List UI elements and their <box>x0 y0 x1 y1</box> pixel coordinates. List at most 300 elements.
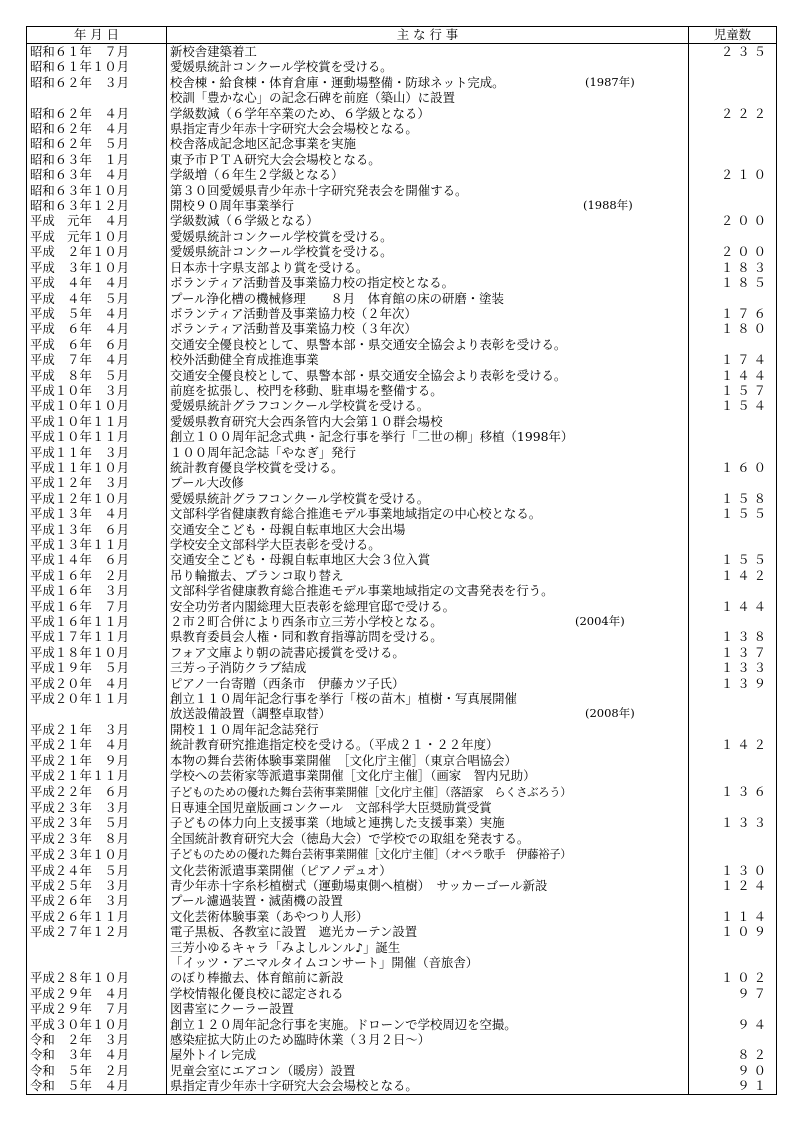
row-event: 愛媛県統計コンクール学校賞を受ける。 <box>170 244 393 260</box>
row-event: 図書室にクーラー設置 <box>170 1001 294 1017</box>
table-row <box>27 491 777 506</box>
table-row <box>27 831 777 846</box>
row-event-cell <box>167 244 689 259</box>
row-date: 令和 ３年 ４月 <box>27 1047 167 1062</box>
row-event-cell <box>167 321 689 336</box>
table-row <box>27 475 777 490</box>
row-date: 平成２４年 ５月 <box>27 863 167 878</box>
row-date: 昭和６２年 ５月 <box>27 136 167 151</box>
row-student-count: １５５ <box>689 552 777 567</box>
row-event-cell <box>167 629 689 644</box>
row-event-cell <box>167 59 689 74</box>
table-row <box>27 722 777 737</box>
row-event: ボランティア活動普及事業協力校（３年次） <box>170 321 417 337</box>
row-event: 交通安全こども・母親自転車地区大会出場 <box>170 521 406 537</box>
row-date: 昭和６２年 ３月 <box>27 75 167 90</box>
row-date: 昭和６１年 ７月 <box>27 44 167 60</box>
table-row <box>27 260 777 275</box>
row-student-count <box>689 414 777 429</box>
row-event: 県指定青少年赤十字研究大会会場校となる。 <box>170 121 418 137</box>
row-date: 昭和６２年 ４月 <box>27 106 167 121</box>
row-student-count <box>689 1032 777 1047</box>
event-column-header: 主 な 行 事 <box>167 27 689 44</box>
row-student-count: ２３５ <box>689 44 777 60</box>
table-row <box>27 244 777 259</box>
row-event-cell <box>167 1047 689 1062</box>
row-date <box>27 940 167 955</box>
row-date: 平成１３年 ６月 <box>27 522 167 537</box>
row-event-cell <box>167 1001 689 1016</box>
row-event-cell <box>167 368 689 383</box>
row-student-count <box>689 800 777 815</box>
row-date: 平成２３年１０月 <box>27 846 167 862</box>
row-event-cell <box>167 1063 689 1078</box>
table-row <box>27 568 777 583</box>
row-date: 平成 ４年 ５月 <box>27 291 167 306</box>
table-header <box>27 27 777 44</box>
row-event: 校舎落成記念地区記念事業を実施 <box>170 136 356 152</box>
table-row <box>27 398 777 413</box>
row-event-cell <box>167 863 689 878</box>
row-student-count: １５４ <box>689 398 777 413</box>
row-event-cell <box>167 1017 689 1032</box>
row-date <box>27 706 167 721</box>
table-row <box>27 213 777 228</box>
table-row <box>27 768 777 783</box>
row-event-cell <box>167 429 689 444</box>
table-row <box>27 1017 777 1032</box>
row-event: 学級増（６年生２学級となる） <box>170 167 344 183</box>
row-event-cell <box>167 568 689 583</box>
row-student-count <box>689 537 777 552</box>
row-date: 平成１３年 ４月 <box>27 506 167 521</box>
table-row <box>27 737 777 752</box>
row-event: 全国統計教育研究大会（徳島大会）で学校での取組を発表する。 <box>170 830 530 846</box>
row-event-cell <box>167 645 689 660</box>
row-date: 平成１２年１０月 <box>27 491 167 506</box>
date-column-header: 年 月 日 <box>27 27 167 44</box>
row-student-count: １５５ <box>689 506 777 521</box>
row-student-count: １３８ <box>689 629 777 644</box>
row-year-note: (1987年) <box>585 74 635 89</box>
row-event: 日本赤十字県支部より賞を受ける。 <box>170 259 369 275</box>
table-row <box>27 583 777 598</box>
table-row <box>27 552 777 567</box>
row-student-count: １３６ <box>689 784 777 800</box>
row-event-cell <box>167 522 689 537</box>
row-student-count <box>689 75 777 90</box>
row-event-cell <box>167 737 689 752</box>
table-row <box>27 645 777 660</box>
table-row <box>27 691 777 706</box>
table-row <box>27 152 777 167</box>
row-student-count: １１４ <box>689 909 777 924</box>
row-event: ２市２町合併により西条市立三芳小学校となる。 <box>170 614 443 630</box>
row-event: 愛媛県統計コンクール学校賞を受ける。 <box>170 59 393 75</box>
row-date: 平成１６年 ７月 <box>27 599 167 614</box>
row-event: 創立１２０周年記念行事を実施。ドローンで学校周辺を空撮。 <box>170 1016 517 1032</box>
row-student-count <box>689 893 777 908</box>
row-date: 平成１３年１１月 <box>27 537 167 552</box>
row-student-count <box>689 1001 777 1016</box>
table-row <box>27 229 777 244</box>
table-row <box>27 321 777 336</box>
row-student-count: ９０ <box>689 1063 777 1078</box>
row-student-count: １８３ <box>689 260 777 275</box>
table-row <box>27 75 777 90</box>
table-row <box>27 106 777 121</box>
row-event-cell <box>167 106 689 121</box>
row-student-count: １０９ <box>689 924 777 939</box>
row-date: 平成１１年１０月 <box>27 460 167 475</box>
row-date: 平成 ５年 ４月 <box>27 306 167 321</box>
row-event: 校訓「豊かな心」の記念石碑を前庭（築山）に設置 <box>170 90 455 106</box>
row-student-count: １７６ <box>689 306 777 321</box>
row-event: プール浄化槽の機械修理 ８月 体育館の床の研磨・塗装 <box>170 290 504 306</box>
row-date: 昭和６３年１０月 <box>27 183 167 198</box>
row-date: 平成２３年 ３月 <box>27 800 167 815</box>
row-event-cell <box>167 90 689 105</box>
row-student-count: ２１０ <box>689 167 777 182</box>
row-date: 平成２２年 ６月 <box>27 784 167 800</box>
table-row <box>27 986 777 1001</box>
table-row <box>27 1078 777 1094</box>
row-event-cell <box>167 213 689 228</box>
row-date: 平成２７年１２月 <box>27 924 167 939</box>
row-event: １００周年記念誌「やなぎ」発行 <box>170 444 356 460</box>
table-row <box>27 909 777 924</box>
row-event: 愛媛県統計グラフコンクール学校賞を受ける。 <box>170 490 430 506</box>
row-event: プール濾過装置・滅菌機の設置 <box>170 893 343 909</box>
row-event: 子どもの体力向上支援事業（地域と連携した支援事業）実施 <box>170 815 505 831</box>
table-row <box>27 1063 777 1078</box>
row-date: 平成１６年 ２月 <box>27 568 167 583</box>
row-date: 平成２３年 ８月 <box>27 831 167 846</box>
table-row <box>27 183 777 198</box>
row-event: 安全功労者内閣総理大臣表彰を総理官邸で受ける。 <box>170 598 455 614</box>
history-table-container <box>26 26 777 1095</box>
row-event-cell <box>167 1078 689 1094</box>
row-event-cell <box>167 291 689 306</box>
row-date: 平成 元年１０月 <box>27 229 167 244</box>
row-event: 文化芸術体験事業（あやつり人形） <box>170 908 369 924</box>
row-event: 感染症拡大防止のため臨時休業（３月２日～） <box>170 1032 431 1047</box>
row-event: 青少年赤十字糸杉植樹式（運動場東側へ植樹） サッカーゴール新設 <box>170 877 548 893</box>
row-student-count <box>689 706 777 721</box>
row-student-count <box>689 583 777 598</box>
row-date: 平成１４年 ６月 <box>27 552 167 567</box>
row-event: 学級数減（６学年卒業のため、６学級となる） <box>170 105 430 121</box>
row-date: 平成２１年１１月 <box>27 768 167 783</box>
table-row <box>27 660 777 675</box>
row-student-count: １７４ <box>689 352 777 367</box>
row-student-count: １５８ <box>689 491 777 506</box>
row-event-cell <box>167 136 689 151</box>
row-event-cell <box>167 722 689 737</box>
row-student-count <box>689 198 777 213</box>
table-row <box>27 878 777 893</box>
row-date: 平成１８年１０月 <box>27 645 167 660</box>
row-event: 子どものための優れた舞台芸術事業開催［文化庁主催］（落語家 らくさぶろう） <box>170 785 572 799</box>
row-event: 校舎棟・給食棟・体育倉庫・運動場整備・防球ネット完成。 <box>170 74 505 90</box>
row-event: 交通安全優良校として、県警本部・県交通安全協会より表彰を受ける。 <box>170 367 567 383</box>
row-event-cell <box>167 800 689 815</box>
row-event-cell <box>167 614 689 629</box>
row-event-cell <box>167 44 689 60</box>
row-date: 平成２０年１１月 <box>27 691 167 706</box>
row-date: 平成１７年１１月 <box>27 629 167 644</box>
row-year-note: (1988年) <box>583 198 633 213</box>
row-date: 平成 ７年 ４月 <box>27 352 167 367</box>
row-event-cell <box>167 1032 689 1047</box>
row-student-count: １０２ <box>689 970 777 985</box>
table-row <box>27 614 777 629</box>
table-row <box>27 970 777 985</box>
table-row <box>27 291 777 306</box>
row-date: 平成 ４年 ４月 <box>27 275 167 290</box>
row-event: のぼり棒撤去、体育館前に新設 <box>170 970 344 986</box>
row-date: 平成１２年 ３月 <box>27 475 167 490</box>
row-student-count: １２４ <box>689 878 777 893</box>
row-event: 愛媛県統計コンクール学校賞を受ける。 <box>170 228 393 244</box>
header-row <box>27 27 777 44</box>
row-student-count <box>689 940 777 955</box>
row-event-cell <box>167 676 689 691</box>
row-student-count: １３３ <box>689 660 777 675</box>
table-row <box>27 44 777 60</box>
row-year-note: (2004年) <box>575 614 625 629</box>
row-date: 平成１６年 ３月 <box>27 583 167 598</box>
row-event-cell <box>167 768 689 783</box>
row-date: 平成１９年 ５月 <box>27 660 167 675</box>
row-event: 統計教育研究推進指定校を受ける。（平成２１・２２年度） <box>170 737 499 753</box>
row-student-count: ２２２ <box>689 106 777 121</box>
row-date: 昭和６３年１２月 <box>27 198 167 213</box>
row-event-cell <box>167 506 689 521</box>
row-student-count: ９４ <box>689 1017 777 1032</box>
row-student-count <box>689 522 777 537</box>
row-date: 平成 ６年 ６月 <box>27 337 167 352</box>
row-event-cell <box>167 691 689 706</box>
row-date: 平成２０年 ４月 <box>27 676 167 691</box>
row-event: フォア文庫より朝の読書応援賞を受ける。 <box>170 644 405 660</box>
row-event-cell <box>167 986 689 1001</box>
row-student-count <box>689 846 777 862</box>
row-date: 平成 ８年 ５月 <box>27 368 167 383</box>
row-event: 「イッツ・アニマルタイムコンサート」開催（音旅舎） <box>170 954 479 970</box>
row-student-count <box>689 136 777 151</box>
row-date: 昭和６２年 ４月 <box>27 121 167 136</box>
row-student-count: １８０ <box>689 321 777 336</box>
row-event-cell <box>167 398 689 413</box>
row-event: 創立１１０周年記念行事を挙行「桜の苗木」植樹・写真展開催 <box>170 691 517 707</box>
table-row <box>27 414 777 429</box>
row-date: 平成 ２年１０月 <box>27 244 167 259</box>
row-student-count <box>689 152 777 167</box>
history-table <box>26 26 777 1095</box>
row-event: 交通安全こども・母親自転車地区大会３位入賞 <box>170 552 431 568</box>
row-event-cell <box>167 878 689 893</box>
row-event-cell <box>167 152 689 167</box>
row-event: 文部科学省健康教育総合推進モデル事業地域指定の中心校となる。 <box>170 506 542 522</box>
row-event: 三芳っ子消防クラブ結成 <box>170 660 307 676</box>
row-event: ボランティア活動普及事業協力校（２年次） <box>170 305 417 321</box>
row-date: 平成２９年 ７月 <box>27 1001 167 1016</box>
row-date: 平成 元年 ４月 <box>27 213 167 228</box>
row-student-count: １３０ <box>689 863 777 878</box>
table-row <box>27 445 777 460</box>
table-row <box>27 924 777 939</box>
table-row <box>27 460 777 475</box>
table-row <box>27 815 777 830</box>
row-event: ピアノ一台寄贈（西条市 伊藤カツ子氏） <box>170 675 405 691</box>
row-date: 平成２６年１１月 <box>27 909 167 924</box>
row-student-count <box>689 429 777 444</box>
row-student-count: ８２ <box>689 1047 777 1062</box>
row-event: 東予市ＰＴＡ研究大会会場校となる。 <box>170 151 381 167</box>
row-event-cell <box>167 491 689 506</box>
table-row <box>27 198 777 213</box>
table-row <box>27 1001 777 1016</box>
row-event: 交通安全優良校として、県警本部・県交通安全協会より表彰を受ける。 <box>170 336 567 352</box>
table-row <box>27 121 777 136</box>
row-event: 開校１１０周年記念誌発行 <box>170 721 319 737</box>
row-event: 学校情報化優良校に認定される <box>170 985 344 1001</box>
row-date: 平成３０年１０月 <box>27 1017 167 1032</box>
row-event-cell <box>167 583 689 598</box>
row-event-cell <box>167 445 689 460</box>
row-student-count <box>689 121 777 136</box>
row-date: 平成２１年 ３月 <box>27 722 167 737</box>
row-event: 開校９０周年事業挙行 <box>170 198 294 214</box>
row-student-count: ２００ <box>689 244 777 259</box>
row-date <box>27 955 167 970</box>
row-event: 吊り輪撤去、ブランコ取り替え <box>170 567 344 583</box>
row-event: 学校への芸術家等派遣事業開催［文化庁主催］（画家 智内兄助） <box>170 768 536 784</box>
row-student-count <box>689 90 777 105</box>
row-event-cell <box>167 475 689 490</box>
row-date: 平成１１年 ３月 <box>27 445 167 460</box>
row-event-cell <box>167 460 689 475</box>
table-row <box>27 863 777 878</box>
row-event: 子どものための優れた舞台芸術事業開催［文化庁主催］（オペラ歌手 伊藤裕子） <box>170 848 572 862</box>
row-event: ボランティア活動普及事業協力校の指定校となる。 <box>170 275 454 291</box>
row-student-count <box>689 337 777 352</box>
row-event-cell <box>167 275 689 290</box>
row-student-count <box>689 768 777 783</box>
row-event-cell <box>167 784 689 800</box>
row-date: 平成２６年 ３月 <box>27 893 167 908</box>
row-event-cell <box>167 815 689 830</box>
row-event: 放送設備設置（調整卓取替） <box>170 706 332 722</box>
row-student-count <box>689 445 777 460</box>
row-event-cell <box>167 552 689 567</box>
row-event-cell <box>167 893 689 908</box>
table-row <box>27 846 777 862</box>
row-event-cell <box>167 198 689 213</box>
row-event: 本物の舞台芸術体験事業開催 ［文化庁主催］（東京合唱協会） <box>170 752 517 768</box>
row-event-cell <box>167 660 689 675</box>
table-row <box>27 676 777 691</box>
row-event: 文部科学省健康教育総合推進モデル事業地域指定の文書発表を行う。 <box>170 583 554 599</box>
row-student-count <box>689 722 777 737</box>
row-date: 昭和６１年１０月 <box>27 59 167 74</box>
row-date: 令和 ５年 ２月 <box>27 1063 167 1078</box>
row-date <box>27 90 167 105</box>
row-event: 屋外トイレ完成 <box>170 1047 257 1063</box>
table-row <box>27 522 777 537</box>
row-event: 三芳小ゆるキャラ「みよしルンル♪」誕生 <box>170 939 401 955</box>
row-event: 愛媛県教育研究大会西条管内大会第１０群会場校 <box>170 413 443 429</box>
row-date: 平成２５年 ３月 <box>27 878 167 893</box>
table-row <box>27 955 777 970</box>
row-date: 平成 ３年１０月 <box>27 260 167 275</box>
row-event: プール大改修 <box>170 475 244 491</box>
row-event: 児童会室にエアコン（暖房）設置 <box>170 1062 356 1078</box>
table-row <box>27 429 777 444</box>
row-event: 日専連全国児童版画コンクール 文部科学大臣奨励賞受賞 <box>170 799 492 815</box>
row-date: 令和 ５年 ４月 <box>27 1078 167 1094</box>
row-student-count: １３３ <box>689 815 777 830</box>
row-event: 学校安全文部科学大臣表彰を受ける。 <box>170 537 381 552</box>
table-row <box>27 629 777 644</box>
row-student-count: １４４ <box>689 599 777 614</box>
row-student-count: １４２ <box>689 568 777 583</box>
table-row <box>27 506 777 521</box>
row-event-cell <box>167 229 689 244</box>
table-row <box>27 940 777 955</box>
row-student-count <box>689 831 777 846</box>
row-student-count: ９７ <box>689 986 777 1001</box>
table-row <box>27 167 777 182</box>
table-row <box>27 136 777 151</box>
row-event-cell <box>167 537 689 552</box>
table-row <box>27 800 777 815</box>
row-student-count: １６０ <box>689 460 777 475</box>
row-date: 昭和６３年 ４月 <box>27 167 167 182</box>
row-student-count <box>689 753 777 768</box>
row-date: 平成 ６年 ４月 <box>27 321 167 336</box>
row-date: 平成１０年 ３月 <box>27 383 167 398</box>
row-student-count <box>689 229 777 244</box>
table-row <box>27 753 777 768</box>
table-body <box>27 44 777 1095</box>
row-event-cell <box>167 924 689 939</box>
row-student-count: １３９ <box>689 676 777 691</box>
row-student-count <box>689 291 777 306</box>
row-student-count <box>689 691 777 706</box>
row-date: 平成１０年１０月 <box>27 398 167 413</box>
row-date: 平成１０年１１月 <box>27 429 167 444</box>
table-row <box>27 383 777 398</box>
row-event-cell <box>167 383 689 398</box>
table-row <box>27 352 777 367</box>
row-date: 平成２３年 ５月 <box>27 815 167 830</box>
row-event-cell <box>167 183 689 198</box>
row-event-cell <box>167 306 689 321</box>
row-event-cell <box>167 414 689 429</box>
row-event-cell <box>167 337 689 352</box>
row-student-count <box>689 475 777 490</box>
row-date: 平成２９年 ４月 <box>27 986 167 1001</box>
row-date: 平成２１年 ４月 <box>27 737 167 752</box>
table-row <box>27 306 777 321</box>
row-event: 学級数減（６学級となる） <box>170 213 319 229</box>
row-date: 昭和６３年 １月 <box>27 152 167 167</box>
table-row <box>27 537 777 552</box>
table-row <box>27 90 777 105</box>
row-student-count: １４２ <box>689 737 777 752</box>
